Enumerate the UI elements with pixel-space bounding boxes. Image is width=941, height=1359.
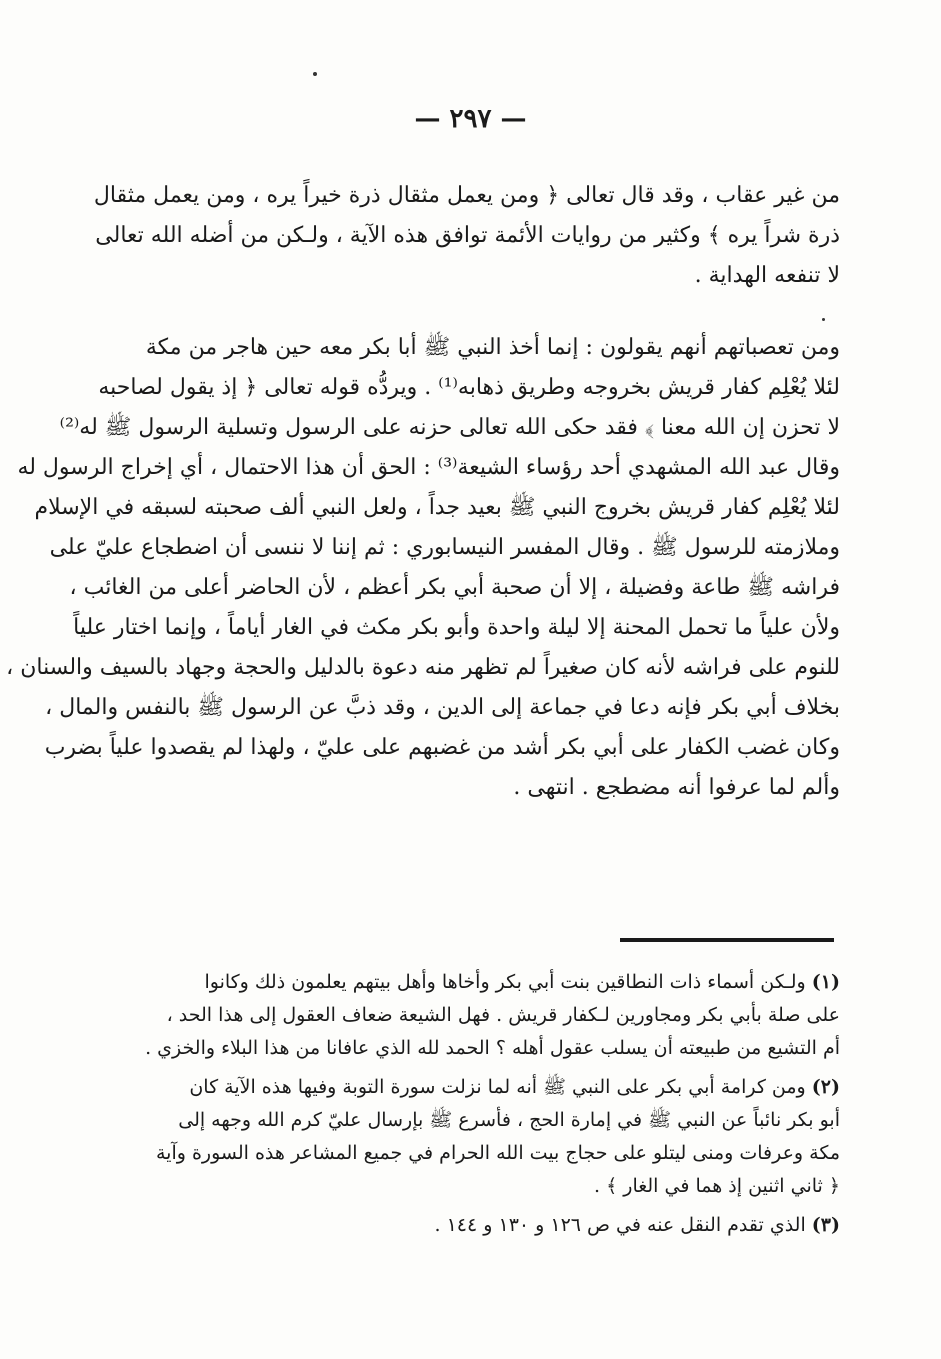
paragraph-line: وقال عبد الله المشهدي أحد رؤساء الشيعة⁽³⁾ : الحق أن هذا الاحتمال ، أي إخراج الرسول له bbox=[17, 455, 840, 480]
footnote-text: أم التشيع من طبيعته أن يسلب عقول أهله ؟ الحمد لله الذي عافانا من هذا البلاء والخزي . bbox=[145, 1037, 840, 1059]
paragraph-line: لا تحزن إن الله معنا ﴾ فقد حكى الله تعالى حزنه على الرسول وتسلية الرسول ﷺ له⁽²⁾ bbox=[59, 415, 840, 440]
paragraph-line: وكان غضب الكفار على أبي بكر أشد من غضبهم على عليّ ، ولهذا لم يقصدوا علياً بضرب bbox=[44, 735, 840, 760]
ink-speck bbox=[822, 318, 825, 321]
paragraph-line: ذرة شراً يره ﴾ وكثير من روايات الأئمة توافق هذه الآية ، ولـكن من أضله الله تعالى bbox=[95, 223, 840, 248]
footnote-2 bbox=[80, 1071, 840, 1203]
footnote-text: على صلة بأبي بكر ومجاورين لـكفار قريش . فهل الشيعة ضعاف العقول إلى هذا الحد ، bbox=[166, 1004, 840, 1026]
footnote-text: مكة وعرفات ومنى ليتلو على حجاج بيت الله الحرام في جميع المشاعر هذه السورة وآية bbox=[156, 1142, 840, 1164]
paragraph-line: ولأن علياً ما تحمل المحنة إلا ليلة واحدة وأبو بكر مكث في الغار أياماً ، وإنما اختار علياً bbox=[73, 615, 840, 640]
paragraph-2 bbox=[6, 328, 840, 808]
paragraph-line: وألم لما عرفوا أنه مضطجع . انتهى . bbox=[513, 775, 840, 800]
footnote-text: ومن كرامة أبي بكر على النبي ﷺ أنه لما نزلت سورة التوبة وفيها هذه الآية كان bbox=[189, 1076, 806, 1098]
footnote-1 bbox=[80, 966, 840, 1065]
paragraph-line: لا تنفعه الهداية . bbox=[694, 263, 840, 288]
paragraph-line: ومن تعصباتهم أنهم يقولون : إنما أخذ النبي ﷺ أبا بكر معه حين هاجر من مكة bbox=[145, 335, 840, 360]
paragraph-line: لئلا يُعْلِم كفار قريش بخروجه وطريق ذهابه⁽¹⁾ . ويردُّه قوله تعالى ﴿ إذ يقول لصاحبه bbox=[98, 375, 840, 400]
paragraph-line: وملازمته للرسول ﷺ . وقال المفسر النيسابوري : ثم إننا لا ننسى أن اضطجاع عليّ على bbox=[49, 535, 840, 560]
footnote-number: (١) bbox=[811, 971, 840, 993]
paragraph-1 bbox=[80, 176, 840, 296]
page-number: — ٢٩٧ — bbox=[414, 104, 527, 134]
paragraph-line: لئلا يُعْلِم كفار قريش بخروج النبي ﷺ بعيد جداً ، ولعل النبي ألف صحبته لسبقه في الإسلام bbox=[34, 495, 840, 520]
footnote-text: أبو بكر نائباً عن النبي ﷺ في إمارة الحج ، فأسرع ﷺ بإرسال عليّ كرم الله وجهه إلى bbox=[178, 1109, 840, 1131]
footnote-number: (٢) bbox=[811, 1076, 840, 1098]
paragraph-line: للنوم على فراشه لأنه كان صغيراً لم تظهر منه دعوة بالدليل والحجة وجهاد بالسيف والسنان ، bbox=[6, 655, 840, 680]
footnote-separator bbox=[620, 938, 834, 942]
paragraph-line: من غير عقاب ، وقد قال تعالى ﴿ ومن يعمل مثقال ذرة خيراً يره ، ومن يعمل مثقال bbox=[93, 183, 840, 208]
footnotes bbox=[80, 966, 840, 1248]
footnote-text: الذي تقدم النقل عنه في ص ١٢٦ و ١٣٠ و ١٤٤ . bbox=[434, 1214, 806, 1236]
footnote-number: (٣) bbox=[811, 1214, 840, 1236]
paragraph-line: فراشه ﷺ طاعة وفضيلة ، إلا أن صحبة أبي بكر أعظم ، لأن الحاضر أعلى من الغائب ، bbox=[69, 575, 840, 600]
footnote-text: ﴿ ثاني اثنين إذ هما في الغار ﴾ . bbox=[594, 1175, 840, 1197]
ink-speck bbox=[313, 72, 317, 76]
footnote-text: ولـكن أسماء ذات النطاقين بنت أبي بكر وأخاها وأهل بيتهم يعلمون ذلك وكانوا bbox=[204, 971, 806, 993]
footnote-3 bbox=[80, 1209, 840, 1242]
paragraph-line: بخلاف أبي بكر فإنه دعا في جماعة إلى الدين ، وقد ذبَّ عن الرسول ﷺ بالنفس والمال ، bbox=[45, 695, 840, 720]
